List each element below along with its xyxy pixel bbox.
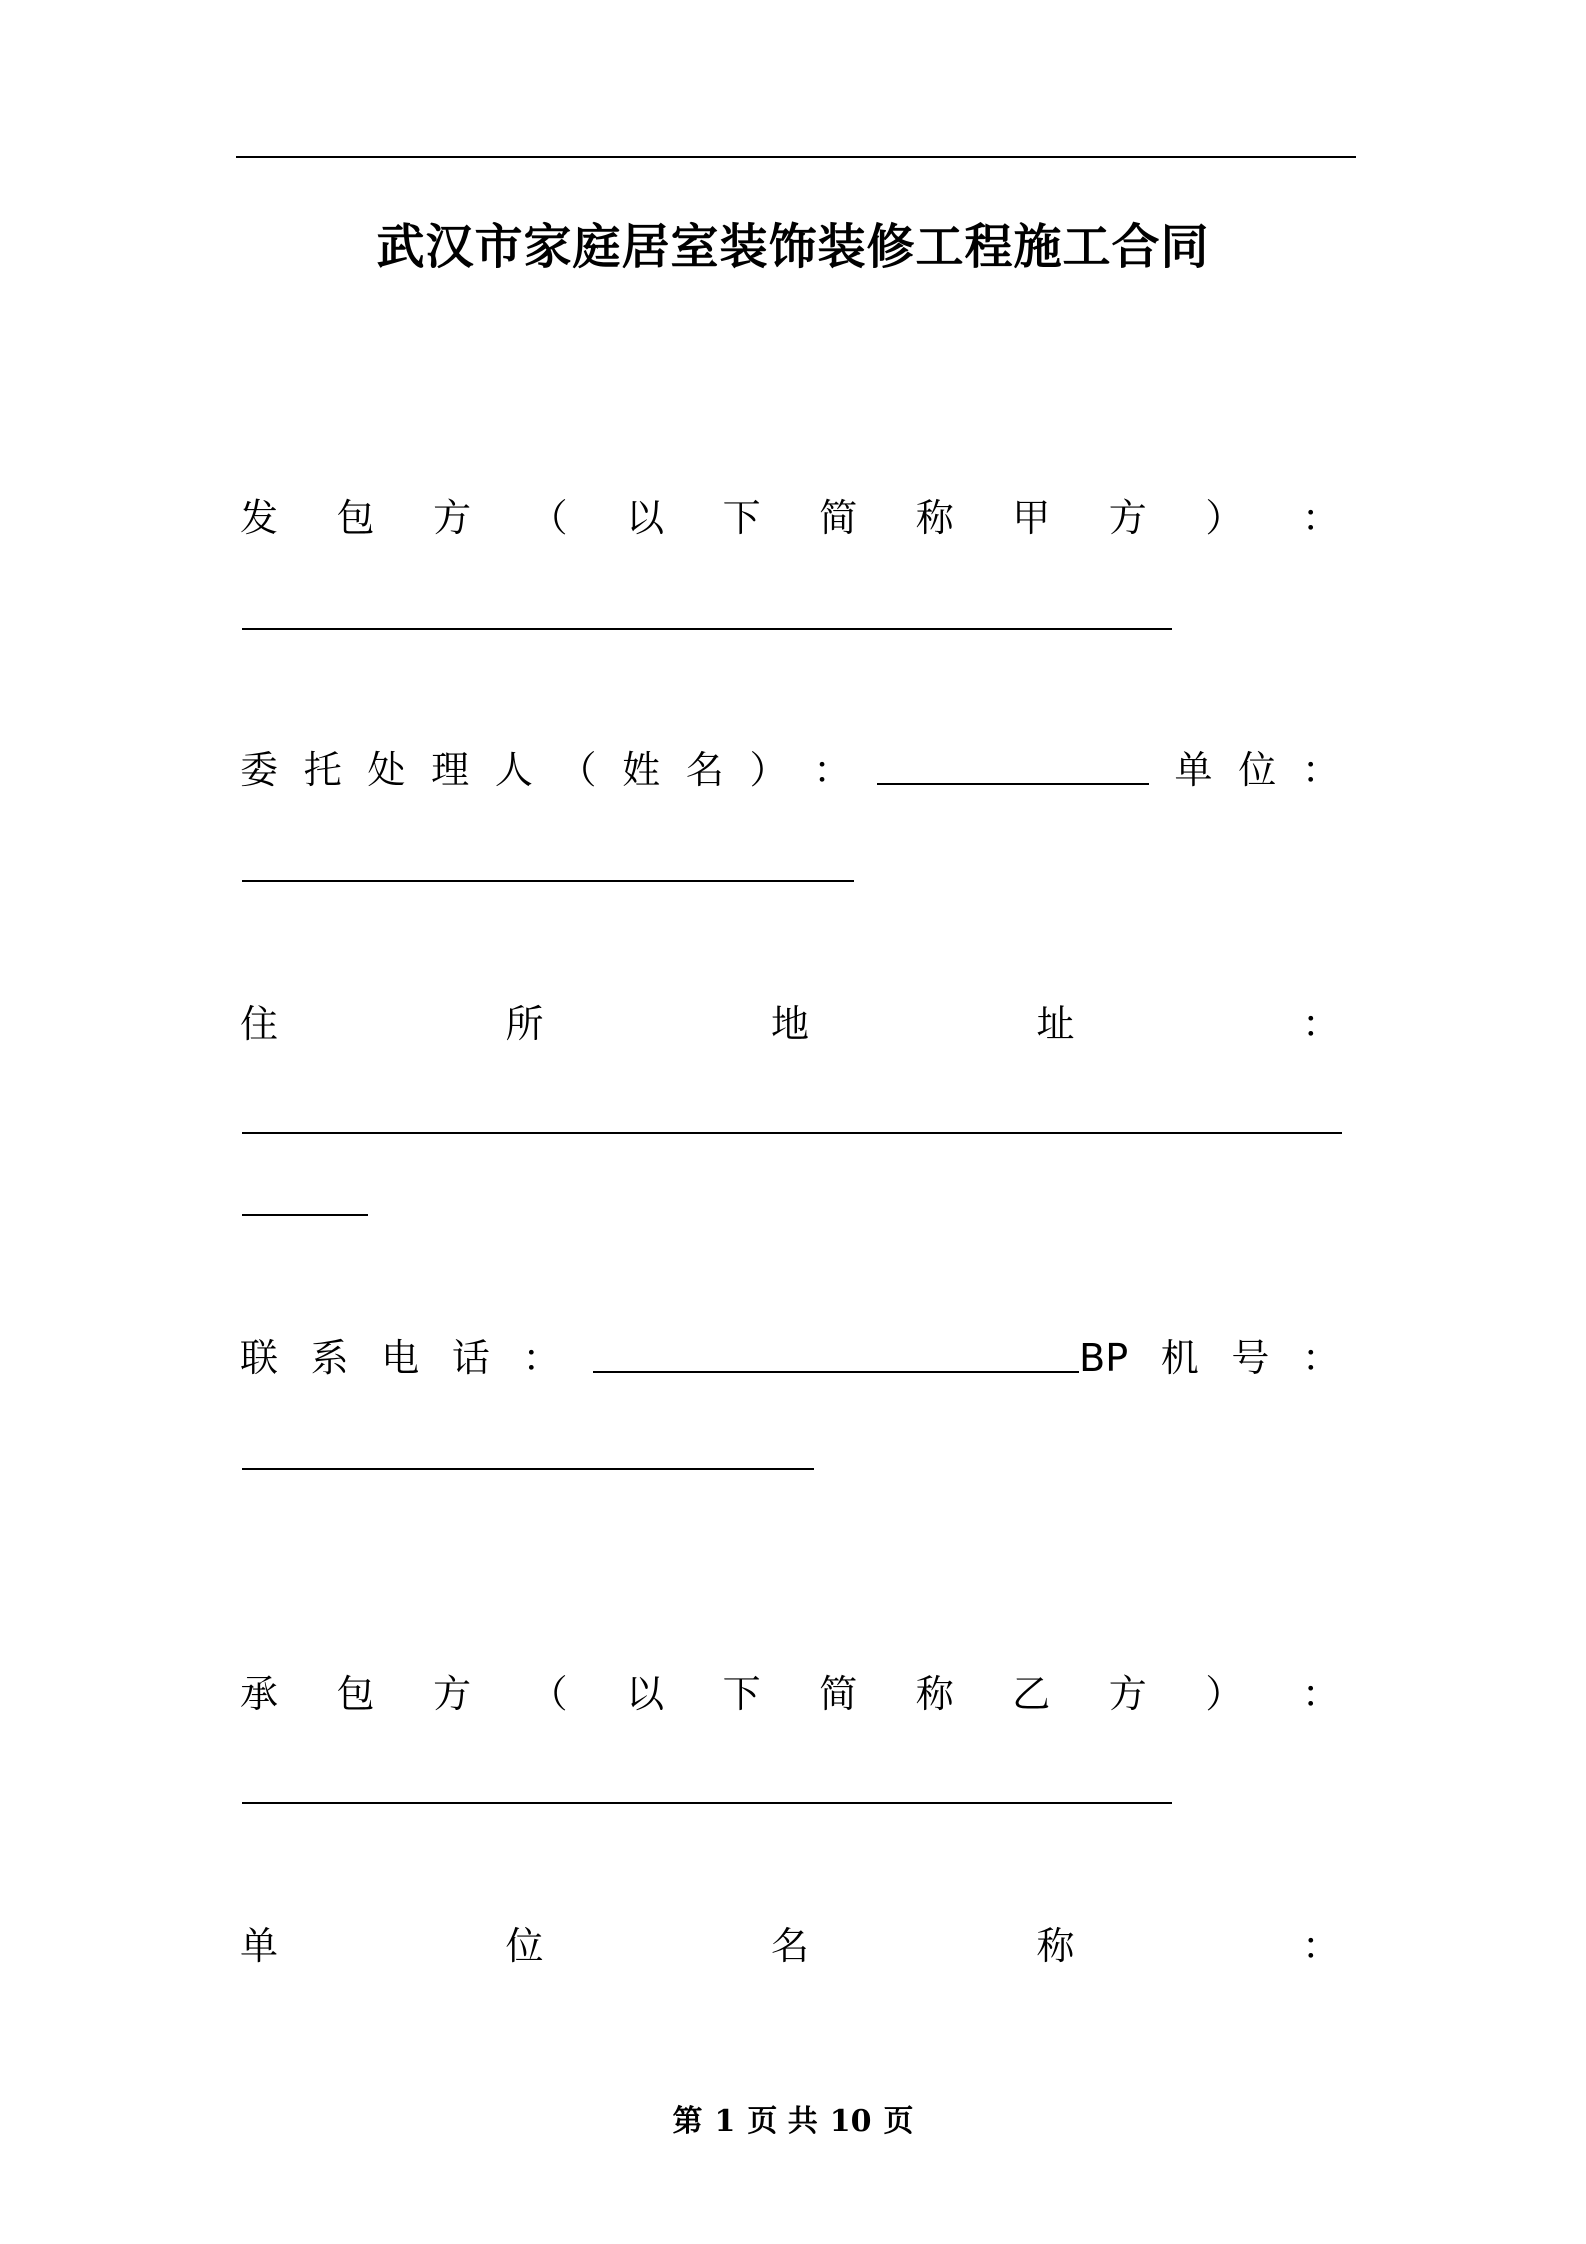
- label-char: 方: [433, 1672, 472, 1716]
- label-char: ：: [1301, 1924, 1340, 1968]
- label-char: 称: [1036, 1924, 1075, 1968]
- agent-name-blank[interactable]: [877, 783, 1149, 785]
- label-char: 简: [819, 1672, 858, 1716]
- bp-number-blank[interactable]: [242, 1468, 814, 1470]
- label-char: 处: [367, 748, 406, 792]
- label-char: （: [529, 496, 568, 540]
- label-char: 系: [310, 1336, 349, 1380]
- label-char: 称: [915, 496, 954, 540]
- page-suffix: 页: [883, 2104, 914, 2139]
- label-char: 包: [336, 496, 375, 540]
- label-char: 委: [240, 748, 279, 792]
- label-char: ：: [1301, 1002, 1340, 1046]
- label-char: 电: [381, 1336, 420, 1380]
- label-char: 姓: [622, 748, 661, 792]
- page-mid: 页 共: [747, 2104, 818, 2139]
- page-footer: [0, 2096, 1586, 2140]
- unit-name-label: [240, 1916, 1340, 1976]
- label-char: ：: [813, 748, 852, 792]
- label-char: 承: [240, 1672, 279, 1716]
- document-title: 武汉市家庭居室装饰装修工程施工合同: [376, 219, 1210, 275]
- address-blank-line-2[interactable]: [242, 1214, 368, 1216]
- label-char: 乙: [1012, 1672, 1051, 1716]
- label-char: 地: [770, 1002, 809, 1046]
- phone-blank[interactable]: [593, 1371, 1079, 1373]
- label-char: 名: [685, 748, 724, 792]
- label-char: 机: [1160, 1336, 1199, 1380]
- party-b-label: [240, 1664, 1340, 1724]
- bp-prefix: BP: [1079, 1336, 1129, 1380]
- address-blank-line-1[interactable]: [242, 1132, 1342, 1134]
- page-prefix: 第: [672, 2104, 703, 2139]
- label-char: 甲: [1012, 496, 1051, 540]
- label-char: ）: [1205, 1672, 1244, 1716]
- label-char: 联: [240, 1336, 279, 1380]
- phone-field: [593, 1328, 1128, 1388]
- page-total: 10: [829, 2104, 872, 2139]
- label-char: 理: [431, 748, 470, 792]
- label-char: （: [529, 1672, 568, 1716]
- party-b-blank[interactable]: [242, 1802, 1172, 1804]
- label-char: 名: [770, 1924, 809, 1968]
- label-char: 简: [819, 496, 858, 540]
- label-char: ：: [1301, 748, 1340, 792]
- label-char: 所: [505, 1002, 544, 1046]
- label-char: ）: [749, 748, 788, 792]
- label-char: ：: [1301, 496, 1340, 540]
- label-char: 住: [240, 1002, 279, 1046]
- label-char: 话: [451, 1336, 490, 1380]
- contact-label: [240, 1328, 1340, 1388]
- label-char: 址: [1036, 1002, 1075, 1046]
- label-char: 发: [240, 496, 279, 540]
- page-number: 1: [714, 2104, 736, 2139]
- label-char: ：: [1301, 1672, 1340, 1716]
- label-char: 下: [722, 496, 761, 540]
- label-char: 位: [505, 1924, 544, 1968]
- header-rule: [236, 156, 1356, 158]
- label-char: 位: [1238, 748, 1277, 792]
- label-char: 称: [915, 1672, 954, 1716]
- label-char: 人: [494, 748, 533, 792]
- label-char: 单: [1174, 748, 1213, 792]
- label-char: 号: [1231, 1336, 1270, 1380]
- label-char: 方: [1108, 496, 1147, 540]
- label-char: 以: [626, 496, 665, 540]
- label-char: ）: [1205, 496, 1244, 540]
- label-char: 以: [626, 1672, 665, 1716]
- label-char: ：: [522, 1336, 561, 1380]
- label-char: 下: [722, 1672, 761, 1716]
- label-char: 方: [433, 496, 472, 540]
- party-a-label: [240, 488, 1340, 548]
- label-char: 方: [1108, 1672, 1147, 1716]
- label-char: 托: [303, 748, 342, 792]
- label-char: 单: [240, 1924, 279, 1968]
- label-char: （: [558, 748, 597, 792]
- label-char: 包: [336, 1672, 375, 1716]
- agent-unit-blank[interactable]: [242, 880, 854, 882]
- agent-label: [240, 740, 1340, 800]
- party-a-blank[interactable]: [242, 628, 1172, 630]
- label-char: ：: [1301, 1336, 1340, 1380]
- address-label: [240, 994, 1340, 1054]
